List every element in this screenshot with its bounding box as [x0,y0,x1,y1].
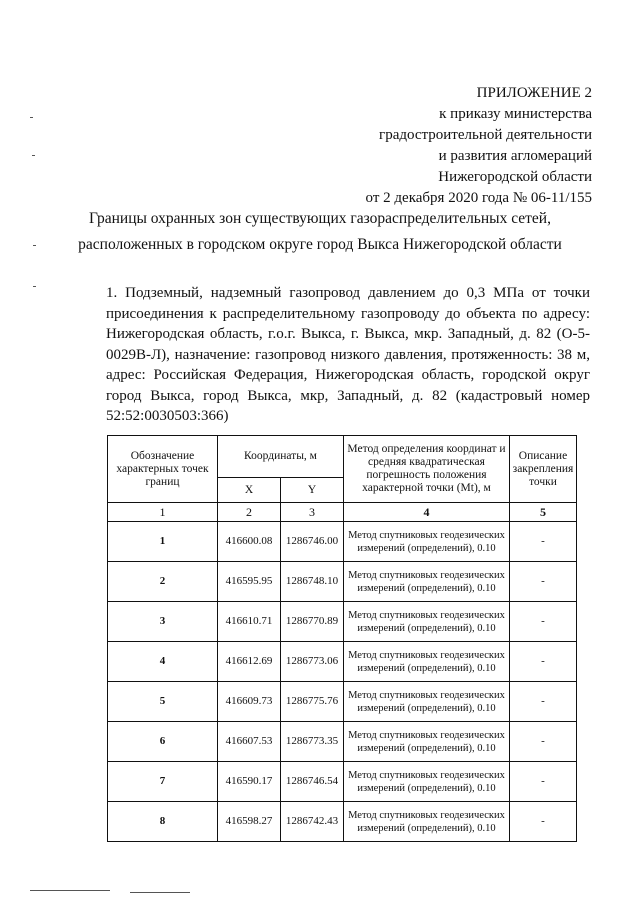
table-row [108,522,577,562]
coord-y: 1286773.06 [281,642,344,682]
table-row [108,722,577,762]
document-title-line-2: расположенных в городском округе город Выкса Нижегородской области [78,236,562,253]
header-coordinates: Координаты, м [218,436,344,478]
method-cell: Метод спутниковых геодезических измерений (определений), 0.10 [344,522,510,562]
method-cell: Метод спутниковых геодезических измерений (определений), 0.10 [344,642,510,682]
header-y: Y [281,478,344,503]
coord-y: 1286746.54 [281,762,344,802]
point-description: - [510,602,577,642]
scan-speck [30,117,33,118]
method-cell: Метод спутниковых геодезических измерений (определений), 0.10 [344,562,510,602]
column-number: 2 [218,503,281,522]
table-row [108,682,577,722]
coordinates-table [107,435,577,842]
coord-x: 416607.53 [218,722,281,762]
coord-x: 416609.73 [218,682,281,722]
table-row [108,802,577,842]
point-number: 1 [108,522,218,562]
scan-speck [130,892,190,893]
order-date-number: от 2 декабря 2020 года № 06-11/155 [365,190,592,206]
point-description: - [510,722,577,762]
coord-x: 416600.08 [218,522,281,562]
coord-y: 1286746.00 [281,522,344,562]
coord-y: 1286748.10 [281,562,344,602]
scan-speck [33,245,36,246]
order-line: к приказу министерства [439,106,592,122]
coord-x: 416612.69 [218,642,281,682]
table-row [108,762,577,802]
region-line: Нижегородской области [438,169,592,185]
method-cell: Метод спутниковых геодезических измерений (определений), 0.10 [344,802,510,842]
coord-y: 1286742.43 [281,802,344,842]
document-title-line-1: Границы охранных зон существующих газораспределительных сетей, [89,210,551,227]
point-description: - [510,802,577,842]
header-designation: Обозначение характерных точек границ [108,436,218,503]
column-number: 5 [510,503,577,522]
point-description: - [510,562,577,602]
point-description: - [510,522,577,562]
ministry-line: градостроительной деятельности [379,127,592,143]
scan-speck [32,155,35,156]
point-number: 8 [108,802,218,842]
coord-x: 416590.17 [218,762,281,802]
header-x: X [218,478,281,503]
table-row [108,602,577,642]
table-row [108,642,577,682]
column-number: 1 [108,503,218,522]
method-cell: Метод спутниковых геодезических измерений (определений), 0.10 [344,722,510,762]
point-number: 5 [108,682,218,722]
coord-y: 1286770.89 [281,602,344,642]
coord-y: 1286773.35 [281,722,344,762]
document-header [366,83,592,209]
point-description: - [510,762,577,802]
header-description: Описание закрепления точки [510,436,577,503]
point-description: - [510,642,577,682]
coord-x: 416598.27 [218,802,281,842]
coord-y: 1286775.76 [281,682,344,722]
object-description: 1. Подземный, надземный газопровод давлением до 0,3 МПа от точки присоединения к распределительному газопроводу до объекта по адресу: Нижегородская область, г.о.г. Выкса, г. Выкса, мкр. Западный, д. 82 (О-5-0029В-Л), назначение: газопровод низкого давления, протяженность: 38 м, адрес: Российская Федерация, Нижегородская область, городской округ город Выкса, город Выкса, мкр, Западный, д. 82 (кадастровый номер 52:52:0030503:366) [106,285,590,424]
coord-x: 416595.95 [218,562,281,602]
scan-speck [30,890,110,891]
point-number: 4 [108,642,218,682]
ministry-line: и развития агломераций [438,148,592,164]
method-cell: Метод спутниковых геодезических измерений (определений), 0.10 [344,762,510,802]
point-number: 7 [108,762,218,802]
column-number: 3 [281,503,344,522]
point-number: 3 [108,602,218,642]
coord-x: 416610.71 [218,602,281,642]
point-number: 6 [108,722,218,762]
method-cell: Метод спутниковых геодезических измерений (определений), 0.10 [344,602,510,642]
column-number: 4 [344,503,510,522]
table-row [108,562,577,602]
appendix-label: ПРИЛОЖЕНИЕ 2 [476,85,592,101]
point-description: - [510,682,577,722]
scan-speck [33,286,36,287]
header-method: Метод определения координат и средняя квадратическая погрешность положения характерной точки (Mt), м [344,436,510,503]
point-number: 2 [108,562,218,602]
method-cell: Метод спутниковых геодезических измерений (определений), 0.10 [344,682,510,722]
